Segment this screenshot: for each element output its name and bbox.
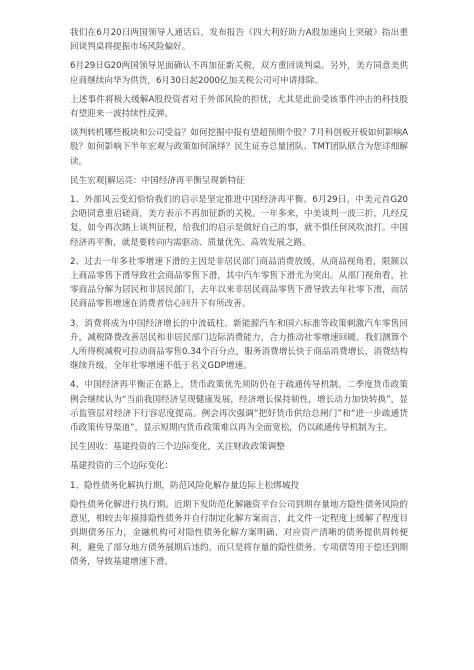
paragraph-point-3: 3、消费将成为中国经济增长的中流砥柱。新能源汽车和国六标准等政策刺激汽车零售回升，减税降费改善居民和非居民部门边际消费能力，合力推动社零增速回暖。我们测算个人所得税减税可拉动商品零售0.34个百分点，服务消费增长快于商品消费增长，消费结构继续升级，全年社零增速不低于名义GDP增速。	[70, 318, 408, 372]
section-heading-fixed-income: 民生固收：基建投资的三个边际变化，关注财政政策调整	[70, 442, 285, 453]
subheading-infrastructure: 基建投资的三个边际变化：	[70, 461, 174, 472]
paragraph-talk-report: 我们在6月20日两国领导人通话后，发布报告《四大利好助力A股加速向上突破》指出重回谈判桌将提振市场风险偏好。	[70, 28, 408, 53]
paragraph-questions: 谈判转机哪些板块和公司受益？如何挖掘中报有望超预期个股？7月科创板开板如何影响A股？如何影响下半年宏观与政策如何演绎？民生证券总量团队、TMT团队联合为您详细解读。	[70, 128, 408, 167]
paragraph-point-2: 2、过去一年多社零增速下滑的主因是非居民部门商品消费放缓，从商品视角看，限额以上商品零售下滑导致社会商品零售下滑，其中汽车零售下滑尤为突出。从部门视角看，社零商品分解为居民和非居民部门，去年以来非居民商品零售下滑导致去年社零下滑，而居民商品零售增速在消费者信心回升下有所改善。	[70, 256, 408, 310]
subheading-hidden-debt: 1、隐性债务化解执行期，防范风险化解存量边际上松绑城投	[70, 480, 299, 491]
paragraph-point-4: 4、中国经济再平衡正在路上，货币政策优先须防仍在于疏通传导机制。二季度货币政策例会继续认为“当前我国经济呈现健康发展，经济增长保持韧性，增长动力加快转换”，显示监管层对经济下行容忍度提高。例会再次强调“把好货币供给总闸门”和“进一步疏通货币政策传导渠道”，显示短期内货币政策难以再为全面宽松，仍以疏通传导机制为主。	[70, 380, 408, 434]
paragraph-hidden-debt: 隐性债务化解进行执行期。近期下发防范化解融资平台公司到期存量地方隐性债务风险的意见，相较去年摸排隐性债务并自行制定化解方案而言，此文件一定程度上缓解了程度目到期债务压力，金融机构可对隐性债务化解方案明确、对应资产清晰的债务提供周转便利，避免了部分地方债务展期后违约，而只是将存量的隐性债务、专项债等用于偿还到期债务，导致基建增速下滑。	[70, 499, 408, 567]
section-heading-macro: 民生宏观|解运亮：中国经济再平衡呈现新特征	[70, 175, 245, 186]
paragraph-risk-relief: 上述事件将极大缓解A股投资者对于外部风险的担忧，尤其是此前受该事件冲击的科技股有望迎来一波持续性反弹。	[70, 94, 408, 120]
paragraph-point-1: 1、外部风云变幻恰恰我们的启示是坚定推进中国经济再平衡。6月29日，中美元首G20会晤同意重启磋商，美方表示不再加征新的关税。一年多来，中美谈判一波三折，几经反复，如今再次踏上谈判征程，给我们的启示是做好自己的事，就不惧任何风吹浪打。中国经济再平衡，就是要转向内需驱动、质量优先、高效发展之路。	[70, 195, 408, 248]
paragraph-g20-meeting: 6月29日G20两国领导见面确认不再加征新关税，双方重回谈判桌。另外，美方同意美供应商继续向华为供货，6月30日起2000亿加关税公司可申请排除。	[70, 61, 408, 86]
document-body	[70, 26, 408, 574]
